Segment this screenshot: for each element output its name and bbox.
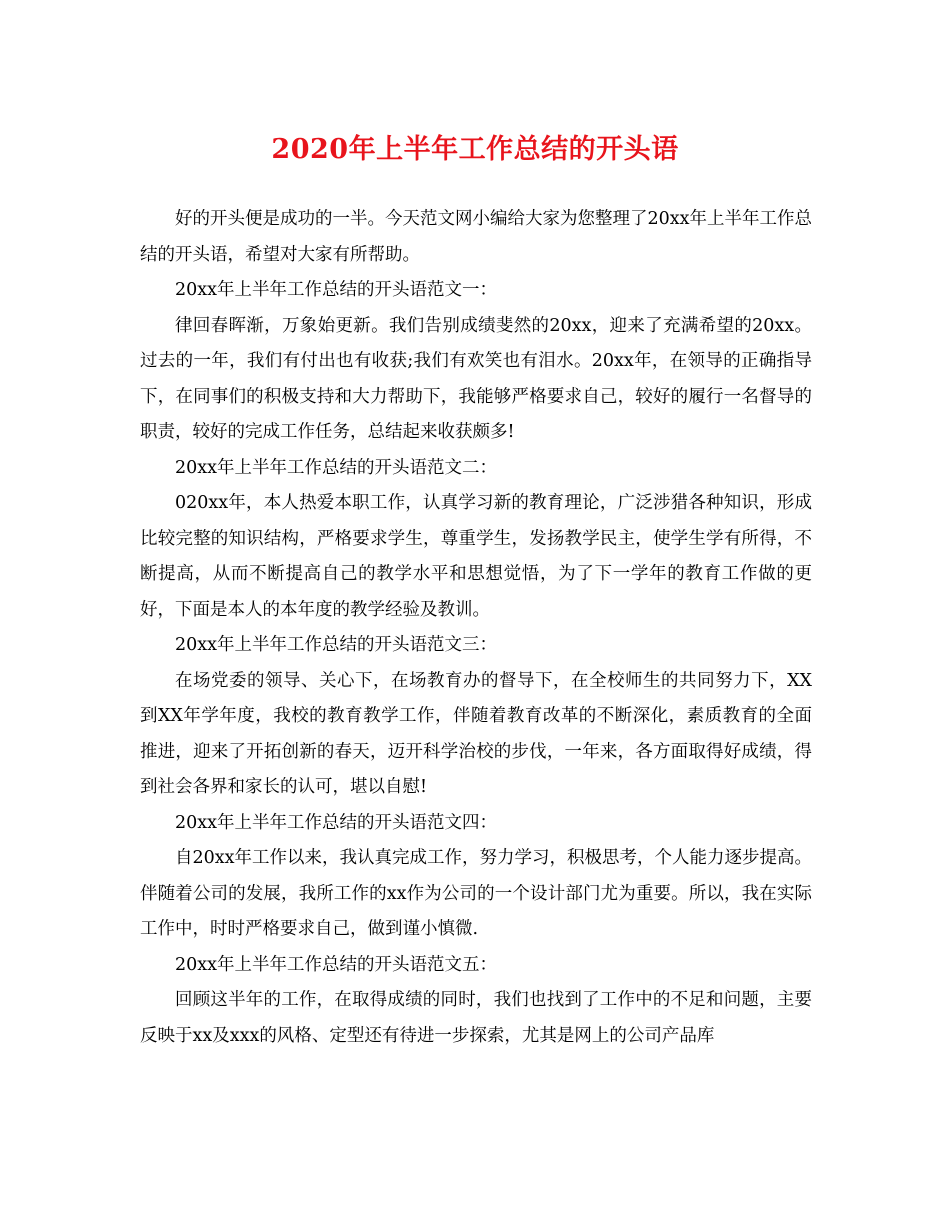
section-text-3: 在场党委的领导、关心下，在场教育办的督导下，在全校师生的共同努力下，XX到XX年学年度，我校的教育教学工作，伴随着教育改革的不断深化，素质教育的全面推进，迎来了开拓创新的春天，迈开科学治校的步伐，一年来，各方面取得好成绩，得到社会各界和家长的认可，堪以自慰!	[140, 670, 812, 797]
section-heading-3: 20xx年上半年工作总结的开头语范文三：	[175, 635, 498, 655]
section-text-2: 020xx年，本人热爱本职工作，认真学习新的教育理论，广泛涉猎各种知识，形成比较完整的知识结构，严格要求学生，尊重学生，发扬教学民主，使学生学有所得，不断提高，从而不断提高自己的教学水平和思想觉悟，为了下一学年的教育工作做的更好，下面是本人的本年度的教学经验及教训。	[140, 493, 812, 620]
section-text-1: 律回春晖渐，万象始更新。我们告别成绩斐然的20xx，迎来了充满希望的20xx。过去的一年，我们有付出也有收获;我们有欢笑也有泪水。20xx年，在领导的正确指导下，在同事们的积极支持和大力帮助下，我能够严格要求自己，较好的履行一名督导的职责，较好的完成工作任务，总结起来收获颇多!	[140, 315, 812, 442]
intro-paragraph: 好的开头便是成功的一半。今天范文网小编给大家为您整理了20xx年上半年工作总结的开头语，希望对大家有所帮助。	[140, 209, 813, 265]
document-body	[140, 202, 812, 1054]
section-text-5: 回顾这半年的工作，在取得成绩的同时，我们也找到了工作中的不足和问题，主要反映于xx及xxx的风格、定型还有待进一步探索，尤其是网上的公司产品库	[140, 990, 812, 1046]
document-title: 2020年上半年工作总结的开头语	[271, 134, 679, 165]
section-text-4: 自20xx年工作以来，我认真完成工作，努力学习，积极思考，个人能力逐步提高。伴随着公司的发展，我所工作的xx作为公司的一个设计部门尤为重要。所以，我在实际工作中，时时严格要求自己，做到谨小慎微.	[140, 848, 813, 939]
section-heading-4: 20xx年上半年工作总结的开头语范文四：	[175, 812, 498, 833]
section-heading-2: 20xx年上半年工作总结的开头语范文二：	[175, 457, 498, 478]
section-heading-5: 20xx年上半年工作总结的开头语范文五：	[175, 954, 498, 975]
section-heading-1: 20xx年上半年工作总结的开头语范文一：	[175, 280, 498, 300]
